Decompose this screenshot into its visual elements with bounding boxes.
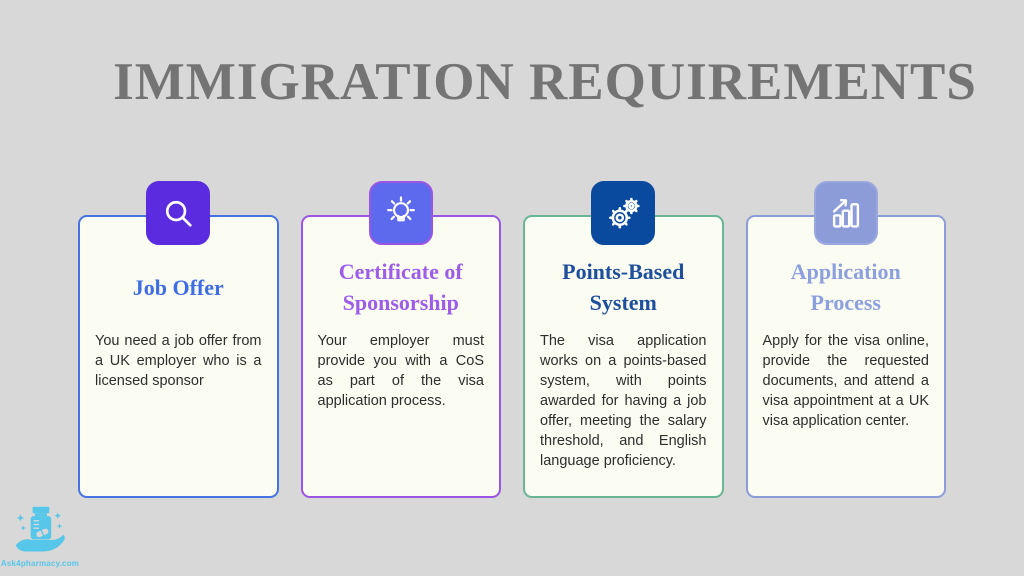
- card-heading: Points-Based System: [562, 259, 685, 315]
- bar-chart-icon: [814, 181, 878, 245]
- card-points-based-system: [523, 215, 724, 498]
- gears-icon: [591, 181, 655, 245]
- card-certificate-of-sponsorship: [301, 215, 502, 498]
- cards-row: [78, 215, 946, 498]
- logo-text: Ask4pharmacy.com: [0, 559, 80, 568]
- search-icon: [146, 181, 210, 245]
- card-heading: Job Offer: [132, 274, 224, 300]
- brand-logo: [0, 504, 80, 568]
- card-body: Apply for the visa online, provide the requested documents, and attend a visa appointment at a UK visa application center.: [762, 333, 929, 429]
- lightbulb-icon: [369, 181, 433, 245]
- card-body: The visa application works on a points-based system, with points awarded for having a job offer, meeting the salary threshold, and English language proficiency.: [540, 333, 707, 469]
- card-body: Your employer must provide you with a CoS as part of the visa application process.: [317, 333, 484, 409]
- card-job-offer: [78, 215, 279, 498]
- card-heading: Certificate of Sponsorship: [338, 259, 463, 315]
- card-application-process: [746, 215, 947, 498]
- card-heading: Application Process: [790, 259, 901, 315]
- pharmacy-hand-bottle-icon: [13, 504, 67, 558]
- card-body: You need a job offer from a UK employer who is a licensed sponsor: [95, 333, 262, 389]
- page-title: IMMIGRATION REQUIREMENTS: [113, 53, 977, 111]
